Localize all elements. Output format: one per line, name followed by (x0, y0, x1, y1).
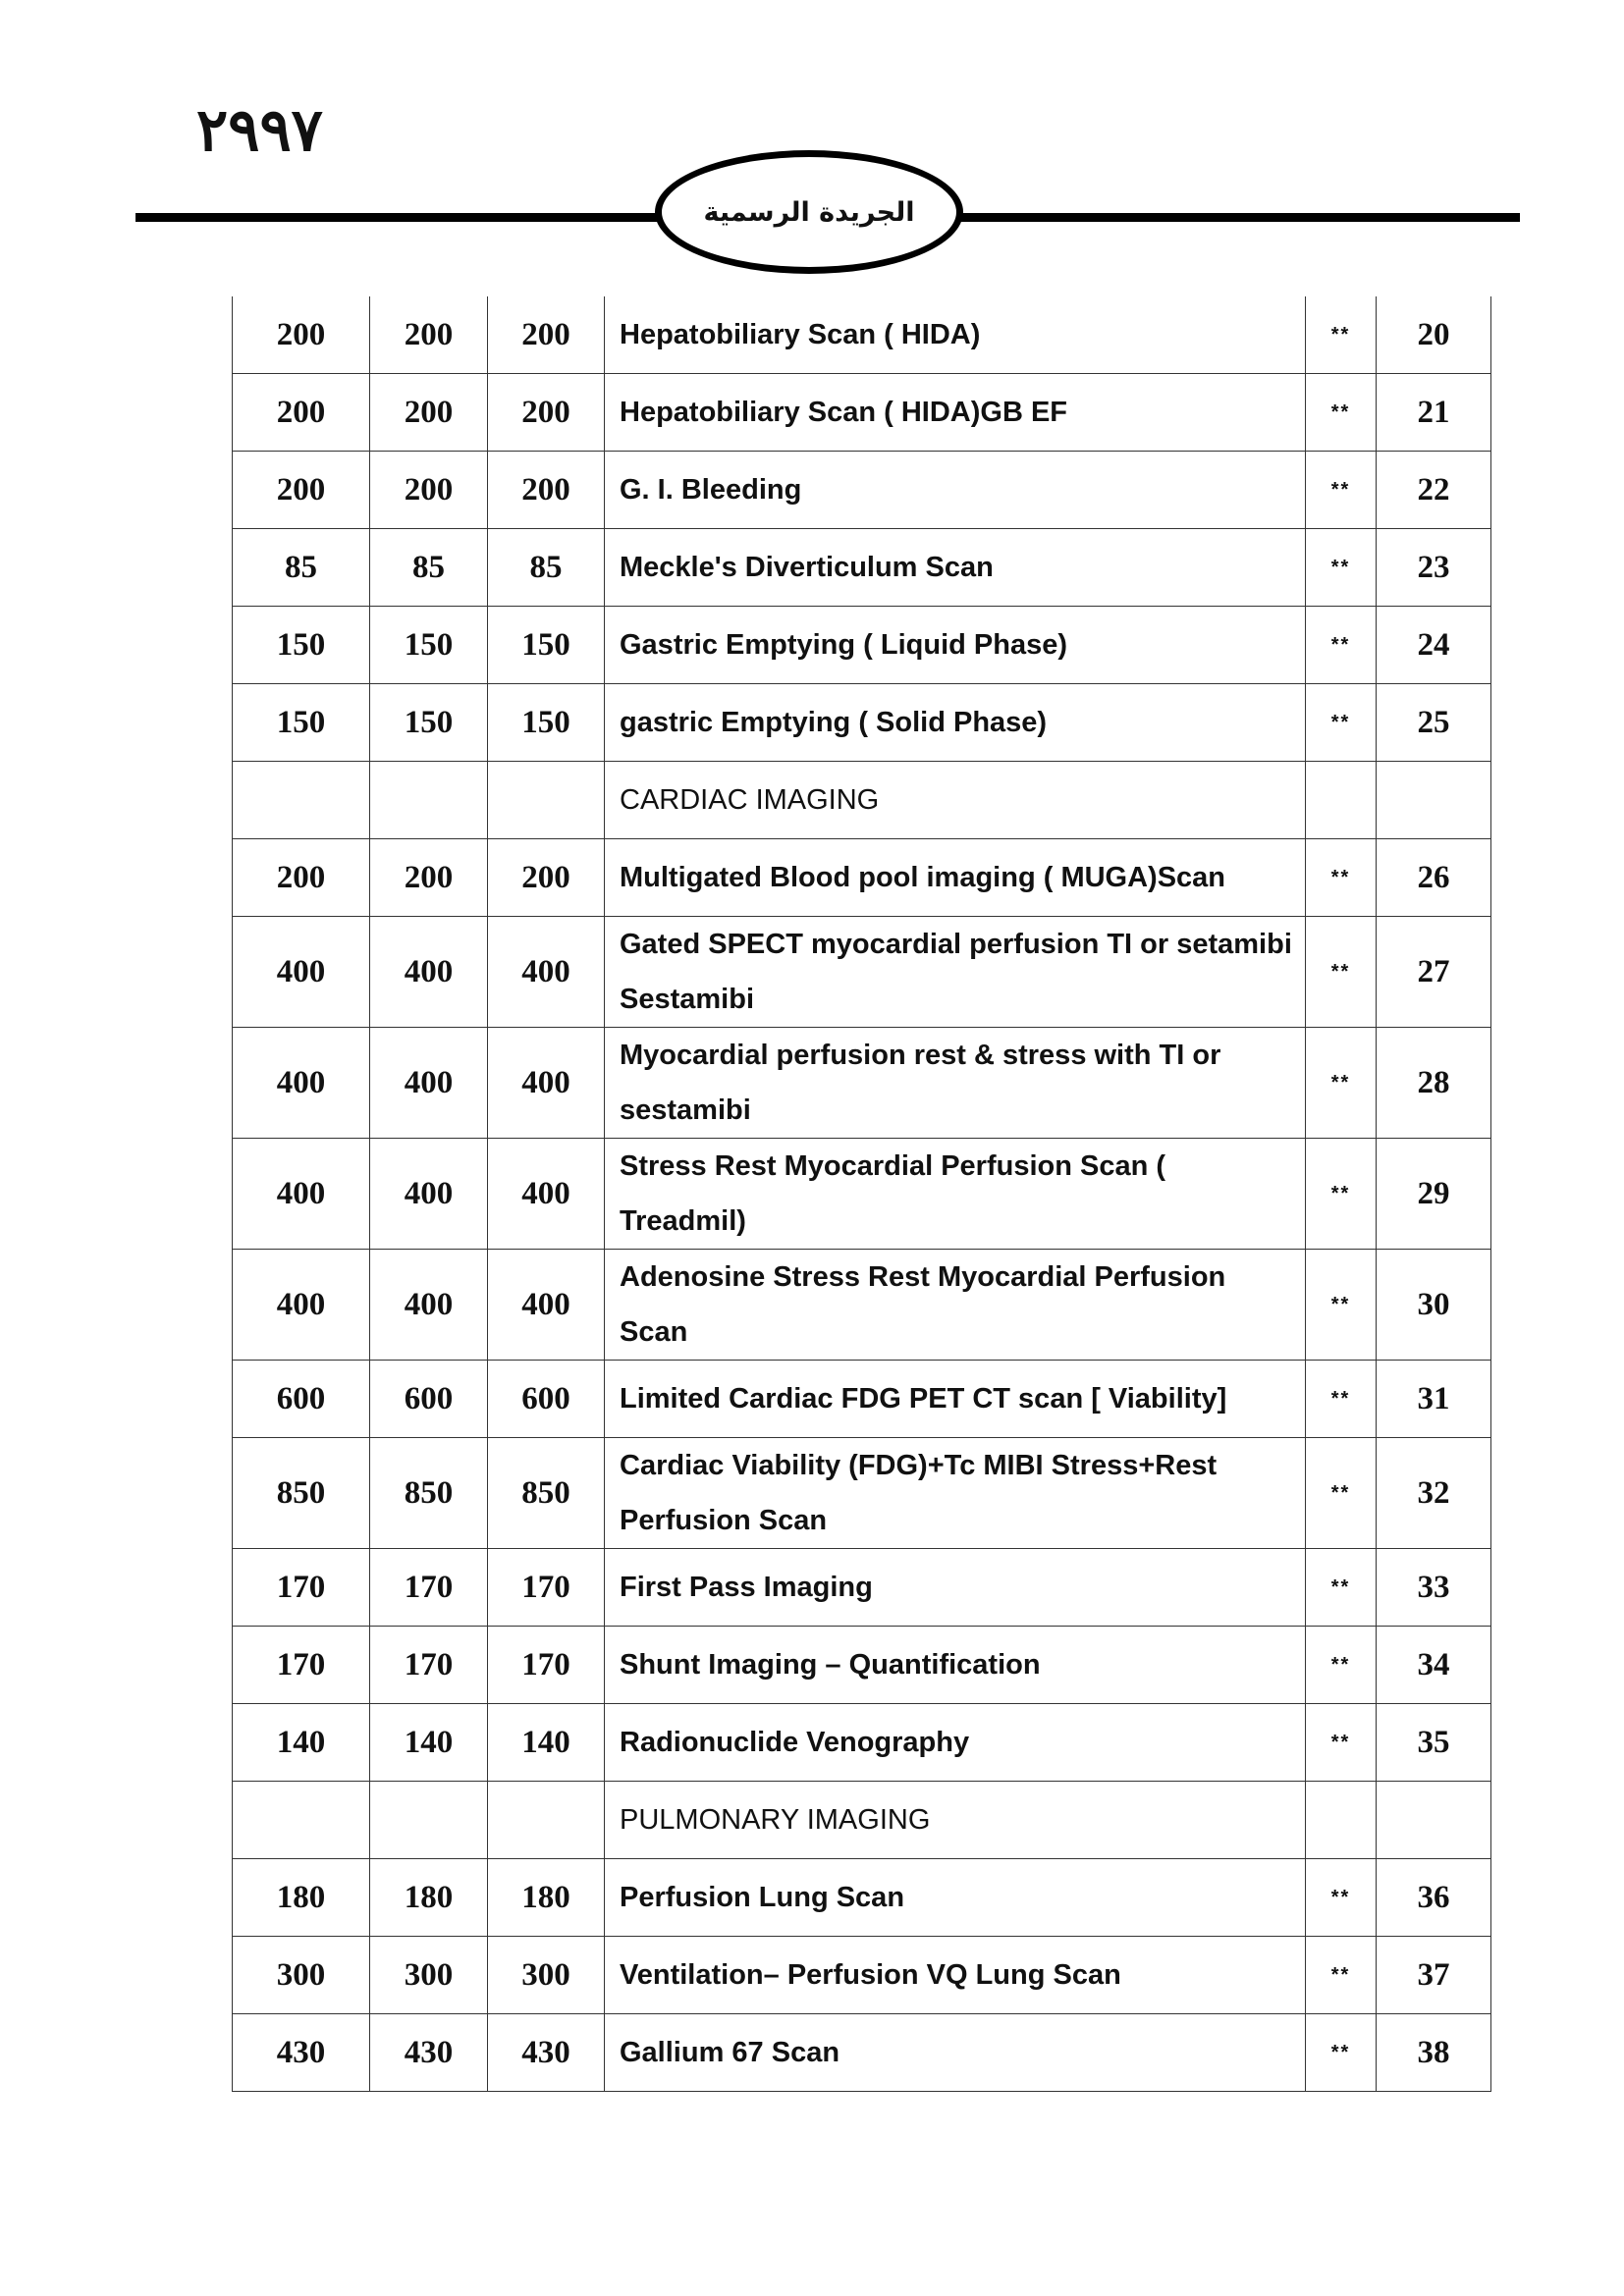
fee-cell-2: 150 (370, 607, 488, 684)
item-number: 33 (1377, 1549, 1491, 1627)
fee-cell-1: 600 (233, 1361, 370, 1438)
mark-cell: ** (1306, 452, 1377, 529)
service-description: Meckle's Diverticulum Scan (605, 529, 1306, 607)
fee-cell-2: 170 (370, 1549, 488, 1627)
fee-cell-1: 850 (233, 1438, 370, 1549)
item-number: 22 (1377, 452, 1491, 529)
mark-cell: ** (1306, 1139, 1377, 1250)
fee-table-body (233, 296, 1491, 2092)
section-heading: CARDIAC IMAGING (605, 762, 1306, 839)
fee-cell-3: 300 (488, 1937, 605, 2014)
service-description: Cardiac Viability (FDG)+Tc MIBI Stress+Rest Perfusion Scan (605, 1438, 1306, 1549)
service-description: Adenosine Stress Rest Myocardial Perfusion Scan (605, 1250, 1306, 1361)
fee-cell-1: 200 (233, 839, 370, 917)
section-row (233, 1782, 1491, 1859)
table-row (233, 1627, 1491, 1704)
fee-cell-3: 430 (488, 2014, 605, 2092)
item-number: 27 (1377, 917, 1491, 1028)
mark-cell: ** (1306, 1549, 1377, 1627)
fee-cell-2: 200 (370, 452, 488, 529)
fee-cell-1: 400 (233, 917, 370, 1028)
table-row (233, 296, 1491, 374)
item-number: 34 (1377, 1627, 1491, 1704)
service-description: Stress Rest Myocardial Perfusion Scan ( Treadmil) (605, 1139, 1306, 1250)
fee-cell-3: 170 (488, 1627, 605, 1704)
mark-cell: ** (1306, 1250, 1377, 1361)
fee-cell-3: 150 (488, 684, 605, 762)
fee-cell-3: 85 (488, 529, 605, 607)
mark-cell: ** (1306, 607, 1377, 684)
table-row (233, 1139, 1491, 1250)
mark-cell: ** (1306, 839, 1377, 917)
fee-cell-3: 180 (488, 1859, 605, 1937)
mark-cell: ** (1306, 1361, 1377, 1438)
fee-cell-2 (370, 1782, 488, 1859)
service-description: Myocardial perfusion rest & stress with TI or sestamibi (605, 1028, 1306, 1139)
fee-cell-1: 150 (233, 607, 370, 684)
service-description: Multigated Blood pool imaging ( MUGA)Scan (605, 839, 1306, 917)
item-number: 38 (1377, 2014, 1491, 2092)
item-number: 28 (1377, 1028, 1491, 1139)
mark-cell: ** (1306, 529, 1377, 607)
fee-cell-1 (233, 1782, 370, 1859)
table-row (233, 529, 1491, 607)
fee-cell-3: 400 (488, 917, 605, 1028)
item-number: 36 (1377, 1859, 1491, 1937)
item-number: 37 (1377, 1937, 1491, 2014)
table-row (233, 684, 1491, 762)
fee-cell-2 (370, 762, 488, 839)
item-number: 26 (1377, 839, 1491, 917)
fee-cell-3: 200 (488, 452, 605, 529)
mark-cell: ** (1306, 1438, 1377, 1549)
fee-cell-1: 180 (233, 1859, 370, 1937)
fee-cell-3: 200 (488, 839, 605, 917)
fee-cell-2: 140 (370, 1704, 488, 1782)
service-description: Gastric Emptying ( Liquid Phase) (605, 607, 1306, 684)
fee-cell-2: 600 (370, 1361, 488, 1438)
service-description: Limited Cardiac FDG PET CT scan [ Viability] (605, 1361, 1306, 1438)
mark-cell (1306, 762, 1377, 839)
fee-cell-3: 170 (488, 1549, 605, 1627)
table-row (233, 917, 1491, 1028)
item-number (1377, 1782, 1491, 1859)
item-number: 23 (1377, 529, 1491, 607)
fee-cell-3 (488, 762, 605, 839)
service-description: Shunt Imaging – Quantification (605, 1627, 1306, 1704)
section-heading: PULMONARY IMAGING (605, 1782, 1306, 1859)
fee-cell-1: 140 (233, 1704, 370, 1782)
fee-cell-3: 400 (488, 1250, 605, 1361)
gazette-title: الجريدة الرسمية (703, 196, 915, 228)
mark-cell (1306, 1782, 1377, 1859)
table-row (233, 374, 1491, 452)
mark-cell: ** (1306, 296, 1377, 374)
table-row (233, 2014, 1491, 2092)
service-description: G. I. Bleeding (605, 452, 1306, 529)
fee-cell-2: 200 (370, 374, 488, 452)
fee-cell-3: 200 (488, 374, 605, 452)
service-description: Perfusion Lung Scan (605, 1859, 1306, 1937)
mark-cell: ** (1306, 1627, 1377, 1704)
fee-cell-2: 170 (370, 1627, 488, 1704)
fee-cell-1: 400 (233, 1250, 370, 1361)
fee-cell-3 (488, 1782, 605, 1859)
fee-cell-2: 430 (370, 2014, 488, 2092)
item-number: 30 (1377, 1250, 1491, 1361)
service-description: gastric Emptying ( Solid Phase) (605, 684, 1306, 762)
fee-cell-1: 400 (233, 1139, 370, 1250)
mark-cell: ** (1306, 917, 1377, 1028)
fee-cell-1: 430 (233, 2014, 370, 2092)
fee-cell-3: 200 (488, 296, 605, 374)
fee-cell-3: 400 (488, 1028, 605, 1139)
mark-cell: ** (1306, 374, 1377, 452)
table-row (233, 1549, 1491, 1627)
fee-cell-1: 400 (233, 1028, 370, 1139)
fee-cell-1: 200 (233, 374, 370, 452)
item-number: 21 (1377, 374, 1491, 452)
fee-cell-2: 200 (370, 839, 488, 917)
fee-cell-2: 150 (370, 684, 488, 762)
table-row (233, 1361, 1491, 1438)
item-number: 29 (1377, 1139, 1491, 1250)
item-number: 20 (1377, 296, 1491, 374)
service-description: Gated SPECT myocardial perfusion TI or setamibi Sestamibi (605, 917, 1306, 1028)
table-row (233, 839, 1491, 917)
service-description: First Pass Imaging (605, 1549, 1306, 1627)
fee-cell-1: 200 (233, 296, 370, 374)
mark-cell: ** (1306, 1704, 1377, 1782)
fee-cell-1: 200 (233, 452, 370, 529)
table-row (233, 1859, 1491, 1937)
table-row (233, 1704, 1491, 1782)
fee-cell-1 (233, 762, 370, 839)
service-description: Gallium 67 Scan (605, 2014, 1306, 2092)
fee-cell-3: 400 (488, 1139, 605, 1250)
fee-cell-2: 200 (370, 296, 488, 374)
mark-cell: ** (1306, 1028, 1377, 1139)
fee-cell-3: 150 (488, 607, 605, 684)
fee-cell-3: 140 (488, 1704, 605, 1782)
item-number (1377, 762, 1491, 839)
item-number: 32 (1377, 1438, 1491, 1549)
table-row (233, 1250, 1491, 1361)
fee-cell-2: 400 (370, 1139, 488, 1250)
fee-table (232, 296, 1491, 2092)
section-row (233, 762, 1491, 839)
mark-cell: ** (1306, 2014, 1377, 2092)
mark-cell: ** (1306, 1937, 1377, 2014)
service-description: Radionuclide Venography (605, 1704, 1306, 1782)
table-row (233, 1028, 1491, 1139)
page-number: ٢٩٩٧ (196, 96, 323, 165)
mark-cell: ** (1306, 1859, 1377, 1937)
item-number: 31 (1377, 1361, 1491, 1438)
fee-cell-3: 600 (488, 1361, 605, 1438)
fee-cell-1: 150 (233, 684, 370, 762)
table-row (233, 1937, 1491, 2014)
fee-cell-1: 85 (233, 529, 370, 607)
fee-cell-1: 170 (233, 1627, 370, 1704)
table-row (233, 607, 1491, 684)
header-oval (655, 150, 963, 274)
item-number: 25 (1377, 684, 1491, 762)
fee-cell-2: 400 (370, 1028, 488, 1139)
mark-cell: ** (1306, 684, 1377, 762)
item-number: 24 (1377, 607, 1491, 684)
fee-cell-1: 170 (233, 1549, 370, 1627)
table-row (233, 1438, 1491, 1549)
fee-cell-2: 400 (370, 917, 488, 1028)
fee-cell-2: 300 (370, 1937, 488, 2014)
fee-cell-3: 850 (488, 1438, 605, 1549)
fee-cell-2: 850 (370, 1438, 488, 1549)
fee-cell-2: 400 (370, 1250, 488, 1361)
fee-cell-1: 300 (233, 1937, 370, 2014)
service-description: Ventilation– Perfusion VQ Lung Scan (605, 1937, 1306, 2014)
fee-cell-2: 85 (370, 529, 488, 607)
service-description: Hepatobiliary Scan ( HIDA) (605, 296, 1306, 374)
table-row (233, 452, 1491, 529)
service-description: Hepatobiliary Scan ( HIDA)GB EF (605, 374, 1306, 452)
item-number: 35 (1377, 1704, 1491, 1782)
fee-cell-2: 180 (370, 1859, 488, 1937)
